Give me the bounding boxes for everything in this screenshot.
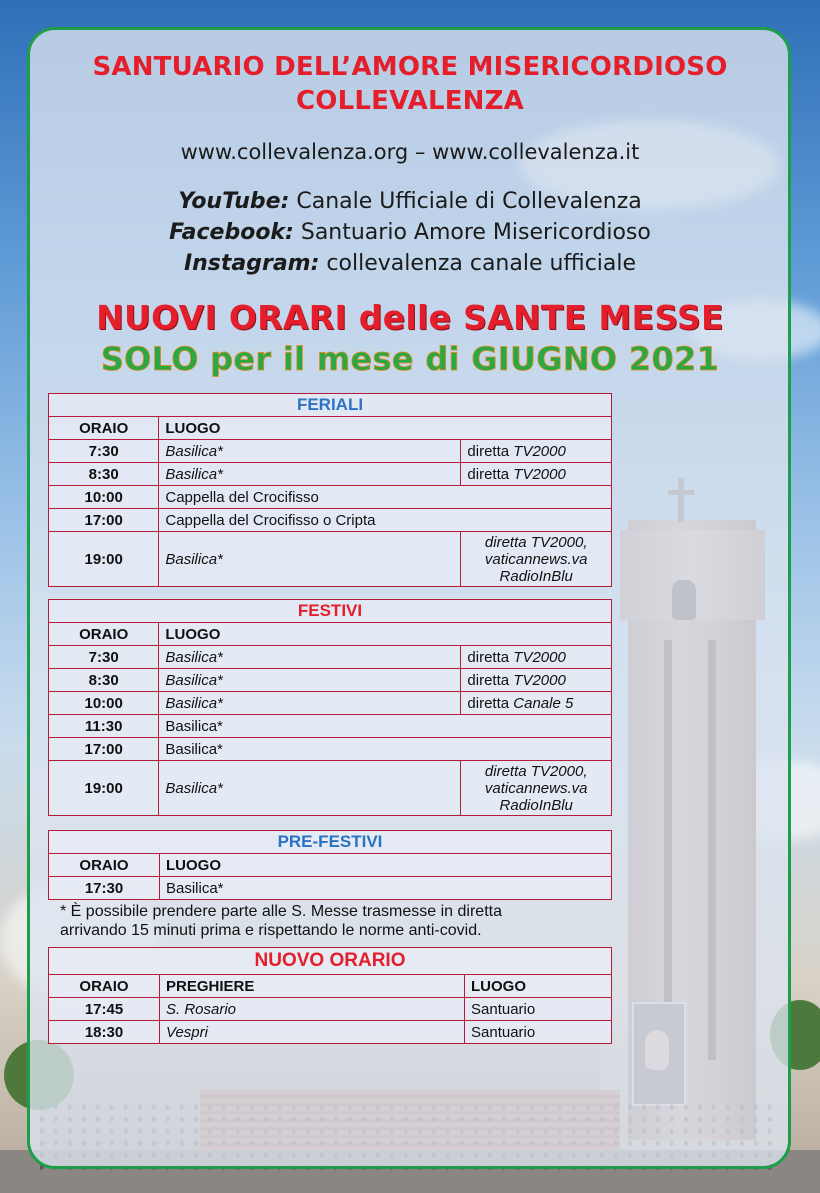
table-row: 10:00 Cappella del Crocifisso xyxy=(49,486,612,509)
table-row: 8:30 Basilica* diretta TV2000 xyxy=(49,669,612,692)
festivi-table: FESTIVI ORAIO LUOGO 7:30 Basilica* diretta TV2000 8:30 Basilica* diretta TV2000 10:00 Basilica* diretta Canale 5 11:30 Basilica* 17:00 Basilica* 19:00 Basilica* diretta TV2000, vaticannews.va RadioInBlu xyxy=(48,599,612,816)
table-row: 8:30 Basilica* diretta TV2000 xyxy=(49,463,612,486)
table-row: 19:00 Basilica* diretta TV2000, vaticannews.va RadioInBlu xyxy=(49,532,612,587)
facebook-line[interactable]: Facebook: Santuario Amore Misericordioso xyxy=(169,220,651,245)
festivi-title: FESTIVI xyxy=(49,600,612,623)
youtube-line[interactable]: YouTube: Canale Ufficiale di Collevalenza xyxy=(178,189,642,214)
table-row: 19:00 Basilica* diretta TV2000, vaticannews.va RadioInBlu xyxy=(49,761,612,816)
table-row: 17:45 S. Rosario Santuario xyxy=(49,998,612,1021)
table-row: 17:00 Cappella del Crocifisso o Cripta xyxy=(49,509,612,532)
prefestivi-table: PRE-FESTIVI ORAIO LUOGO 17:30 Basilica* xyxy=(48,830,612,900)
website-links[interactable]: www.collevalenza.org – www.collevalenza.it xyxy=(180,140,640,164)
prefestivi-title: PRE-FESTIVI xyxy=(49,831,612,854)
table-row: 17:30 Basilica* xyxy=(49,877,612,900)
table-row: 18:30 Vespri Santuario xyxy=(49,1021,612,1044)
headline: NUOVI ORARI delle SANTE MESSE xyxy=(96,298,724,337)
instagram-line[interactable]: Instagram: collevalenza canale ufficiale xyxy=(183,251,637,276)
table-row: 7:30 Basilica* diretta TV2000 xyxy=(49,646,612,669)
covid-note: * È possibile prendere parte alle S. Messe trasmesse in diretta arrivando 15 minuti prima e rispettando le norme anti-covid. xyxy=(60,903,502,939)
subheadline: SOLO per il mese di GIUGNO 2021 xyxy=(100,340,720,378)
table-row: 11:30 Basilica* xyxy=(49,715,612,738)
table-row: 10:00 Basilica* diretta Canale 5 xyxy=(49,692,612,715)
social-links xyxy=(0,186,820,279)
table-row: 17:00 Basilica* xyxy=(49,738,612,761)
nuovo-orario-title: NUOVO ORARIO xyxy=(49,948,612,975)
sanctuary-title: SANTUARIO DELL’AMORE MISERICORDIOSO COLLEVALENZA xyxy=(92,52,728,116)
table-row: 7:30 Basilica* diretta TV2000 xyxy=(49,440,612,463)
feriali-title: FERIALI xyxy=(49,394,612,417)
feriali-table: FERIALI ORAIO LUOGO 7:30 Basilica* diretta TV2000 8:30 Basilica* diretta TV2000 10:00 Cappella del Crocifisso 17:00 Cappella del Crocifisso o Cripta 19:00 Basilica* diretta TV2000, vaticannews.va RadioInBlu xyxy=(48,393,612,587)
nuovo-orario-table: NUOVO ORARIO ORAIO PREGHIERE LUOGO 17:45 S. Rosario Santuario 18:30 Vespri Santuario xyxy=(48,947,612,1044)
